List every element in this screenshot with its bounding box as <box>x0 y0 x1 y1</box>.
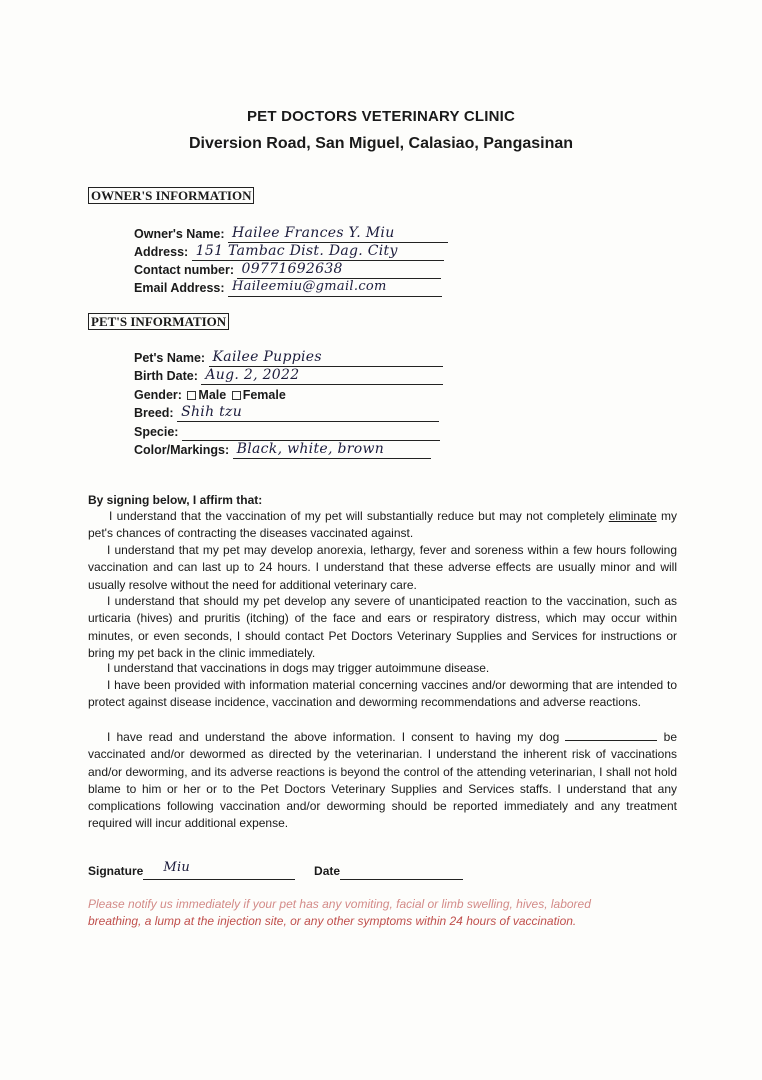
consent-paragraph-4: I understand that vaccinations in dogs may trigger autoimmune disease. <box>107 661 490 675</box>
specie-field <box>134 423 440 441</box>
consent-p1-underlined: eliminate <box>608 509 657 523</box>
gender-male-checkbox[interactable] <box>187 391 196 400</box>
consent-paragraph-5: I have been provided with information material concerning vaccines and/or deworming that are intended to protect against disease incidence, vaccination and deworming recommendations and adverse reactions. <box>88 678 677 710</box>
consent-p6-text-b: be vaccinated and/or dewormed as directed by the veterinarian. I understand the inherent risk of vaccinations and/or deworming, and its adverse reactions is beyond the control of the attending veterinarian, I shall not hold blame to him or her or to the Pet Doctors Veterinary Supplies and Services staffs. I understand that any complications following vaccination and/or deworming should be reported immediately and any treatment required will incur additional expense. <box>88 730 678 831</box>
signature-value: Miu <box>163 860 191 875</box>
consent-paragraph-2: I understand that my pet may develop anorexia, lethargy, fever and soreness within a few hours following vaccination and can last up to 24 hours. I understand that these adverse effects are usually minor and will usually resolve without the need for additional veterinary care. <box>88 543 677 592</box>
dog-name-blank[interactable] <box>565 729 657 741</box>
gender-female-label: Female <box>242 388 286 402</box>
consent-paragraph-1 <box>88 508 677 543</box>
consent-p6-text-a: I have read and understand the above information. I consent to having my dog <box>107 730 560 744</box>
birth-date-line[interactable] <box>201 367 443 385</box>
color-markings-value: Black, white, brown <box>236 441 385 457</box>
breed-field <box>134 404 439 422</box>
consent-p1-text-b: my pet's chances of contracting the diseases vaccinated against. <box>88 509 677 541</box>
color-markings-label: Color/Markings: <box>134 443 230 457</box>
email-line[interactable] <box>228 279 442 297</box>
breed-line[interactable] <box>177 404 439 422</box>
consent-paragraph-3: I understand that should my pet develop any severe of unanticipated reaction to the vaccination, such as urticaria (hives) and pruritis (itching) of the face and ears or respiratory distress, which may occur within minutes, or even seconds, I should contact Pet Doctors Veterinary Supplies and Services for instructions or bring my pet back in the clinic immediately. <box>88 594 677 660</box>
pet-name-field <box>134 349 443 367</box>
clinic-name: PET DOCTORS VETERINARY CLINIC <box>246 108 516 125</box>
owner-name-value: Hailee Frances Y. Miu <box>232 225 395 241</box>
owner-name-label: Owner's Name: <box>134 227 225 241</box>
consent-p1-text-a: I understand that the vaccination of my pet will substantially reduce but may not completely <box>109 509 605 523</box>
notice-line-2: breathing, a lump at the injection site, or any other symptoms within 24 hours of vaccination. <box>88 914 577 928</box>
owner-name-line[interactable] <box>228 225 448 243</box>
address-field <box>134 243 444 261</box>
email-value: Haileemiu@gmail.com <box>232 279 387 294</box>
email-field <box>134 279 442 297</box>
gender-male-label: Male <box>198 388 227 402</box>
contact-number-value: 09771692638 <box>241 261 343 277</box>
affirm-title: By signing below, I affirm that: <box>88 493 263 507</box>
color-markings-line[interactable] <box>233 441 431 459</box>
contact-number-field <box>134 261 441 279</box>
gender-field <box>134 386 286 404</box>
consent-paragraph-6 <box>88 729 677 833</box>
breed-label: Breed: <box>134 406 174 420</box>
date-line[interactable] <box>340 865 463 880</box>
gender-label: Gender: <box>134 388 182 402</box>
address-label: Address: <box>134 245 189 259</box>
owner-section-title: OWNER'S INFORMATION <box>88 187 254 204</box>
contact-number-line[interactable] <box>237 261 441 279</box>
signature-row <box>88 862 463 880</box>
pet-name-line[interactable] <box>209 349 443 367</box>
contact-number-label: Contact number: <box>134 263 234 277</box>
pet-name-value: Kailee Puppies <box>212 349 322 365</box>
owner-name-field <box>134 225 448 243</box>
color-markings-field <box>134 441 431 459</box>
specie-label: Specie: <box>134 425 179 439</box>
pet-section-title: PET'S INFORMATION <box>88 313 229 330</box>
date-label: Date <box>314 864 341 878</box>
notify-notice <box>88 896 648 930</box>
signature-line[interactable] <box>143 860 295 880</box>
notice-line-1: Please notify us immediately if your pet has any vomiting, facial or limb swelling, hives, labored <box>88 897 591 911</box>
birth-date-field <box>134 367 443 385</box>
breed-value: Shih tzu <box>181 404 243 420</box>
address-line[interactable] <box>192 243 444 261</box>
email-label: Email Address: <box>134 281 225 295</box>
signature-label: Signature <box>88 864 144 878</box>
address-value: 151 Tambac Dist. Dag. City <box>195 243 398 259</box>
pet-name-label: Pet's Name: <box>134 351 206 365</box>
birth-date-label: Birth Date: <box>134 369 198 383</box>
specie-line[interactable] <box>182 423 440 441</box>
gender-female-checkbox[interactable] <box>232 391 241 400</box>
birth-date-value: Aug. 2, 2022 <box>205 367 300 383</box>
clinic-address: Diversion Road, San Miguel, Calasiao, Pangasinan <box>188 135 574 152</box>
